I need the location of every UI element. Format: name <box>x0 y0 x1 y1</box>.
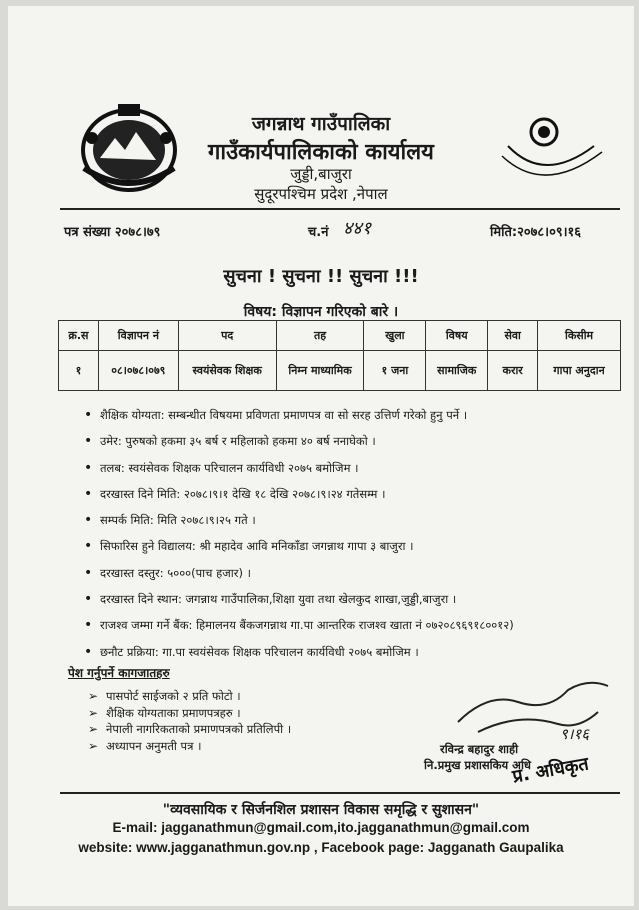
office-name: गाउँकार्यपालिकाको कार्यालय <box>208 140 434 165</box>
list-item: ➢ अध्यापन अनुमती पत्र । <box>88 738 291 755</box>
footer-email: E-mail: jagganathmun@gmail.com,ito.jagganathmun@gmail.com <box>112 820 530 835</box>
subject-line: विषय: विज्ञापन गरिएको बारे । <box>243 304 399 320</box>
list-item: ➢ शैक्षिक योग्यताका प्रमाणपत्रहरु । <box>88 705 291 722</box>
list-item: ➢ पासपोर्ट साईजको २ प्रति फोटो । <box>88 688 291 705</box>
table-cell: ०८।०७८।०७९ <box>98 351 178 391</box>
list-item: • शैक्षिक योग्यता: सम्बन्धीत विषयमा प्रविणता प्रमाणपत्र वा सो सरह उत्तिर्ण गरेको हुनु पर्ने । <box>84 408 614 434</box>
letter-number: पत्र संख्या २०७८।७९ <box>64 225 161 240</box>
province-name: सुदूरपश्चिम प्रदेश ,नेपाल <box>254 185 388 203</box>
terms-list <box>84 408 614 671</box>
list-item: • सिफारिस हुने विद्यालय: श्री महादेव आवि मनिकाँडा जगन्नाथ गापा ३ बाजुरा । <box>84 539 614 565</box>
column-header: खुला <box>364 321 426 351</box>
municipality-name: जगन्नाथ गाउँपालिका <box>251 113 391 135</box>
notice-document <box>8 6 634 906</box>
vacancy-table <box>58 320 621 391</box>
dispatch-number: ४४१ <box>343 218 372 239</box>
table-cell: १ जना <box>364 351 426 391</box>
signatory-name: रविन्द्र बहादुर शाही <box>440 742 519 756</box>
list-item: • सम्पर्क मिति: मिति २०७८।९।२५ गते । <box>84 513 614 539</box>
table-cell: गापा अनुदान <box>538 351 621 391</box>
column-header: किसीम <box>538 321 621 351</box>
list-item: • उमेर: पुरुषको हकमा ३५ बर्ष र महिलाको हकमा ४० बर्ष ननाघेको । <box>84 434 614 460</box>
column-header: पद <box>178 321 276 351</box>
table-cell: सामाजिक <box>426 351 488 391</box>
list-item: • दरखास्त दिने स्थान: जगन्नाथ गाउँपालिका,शिक्षा युवा तथा खेलकुद शाखा,जुड्डी,बाजुरा । <box>84 592 614 618</box>
column-header: तह <box>276 321 364 351</box>
table-row <box>59 351 621 391</box>
table-cell: १ <box>59 351 99 391</box>
footer-divider <box>60 792 620 794</box>
required-documents-title: पेश गर्नुपर्ने कागजातहरु <box>68 666 170 680</box>
required-documents-list <box>88 688 291 754</box>
table-cell: निम्न माध्यामिक <box>276 351 364 391</box>
column-header: क्र.स <box>59 321 99 351</box>
signature-scribble-icon <box>448 672 618 752</box>
header-divider <box>60 208 620 210</box>
table-cell: स्वयंसेवक शिक्षक <box>178 351 276 391</box>
list-item: • दरखास्त दस्तुर: ५०००(पाच हजार) । <box>84 566 614 592</box>
list-item: • तलब: स्वयंसेवक शिक्षक परिचालन कार्यविधी २०७५ बमोजिम । <box>84 461 614 487</box>
footer-website: website: www.jagganathmun.gov.np , Facebook page: Jagganath Gaupalika <box>78 840 564 855</box>
dispatch-label: च.नं <box>308 225 329 240</box>
list-item: • राजश्व जम्मा गर्ने बैंक: हिमालनय बैंकजगन्नाथ गा.पा आन्तरिक राजश्व खाता नं ०७२०८९६९१८००१२) <box>84 618 614 644</box>
list-item: • दरखास्त दिने मिति: २०७८।९।१ देखि १८ देखि २०७८।९।२४ गतेसम्म । <box>84 487 614 513</box>
footer-motto: "व्यवसायिक र सिर्जनशिल प्रशासन विकास समृद्धि र सुशासन" <box>162 802 480 818</box>
list-item: ➢ नेपाली नागरिकताको प्रमाणपत्रको प्रतिलिपी । <box>88 721 291 738</box>
column-header: विज्ञापन नं <box>98 321 178 351</box>
office-location: जुड्डी,बाजुरा <box>290 165 352 183</box>
signatory-title: नि.प्रमुख प्रशासकिय अधि <box>424 758 531 772</box>
signature-date: ९।१६ <box>560 725 590 743</box>
table-cell: करार <box>488 351 538 391</box>
table-header-row <box>59 321 621 351</box>
column-header: विषय <box>426 321 488 351</box>
letter-date: मिति:२०७८।०९।१६ <box>490 225 582 240</box>
officer-stamp: प्र. अधिकृत <box>510 753 591 788</box>
list-item: • छनौट प्रक्रिया: गा.पा स्वयंसेवक शिक्षक परिचालन कार्यविधी २०७५ बमोजिम । <box>84 645 614 671</box>
notice-title: सुचना ! सुचना !! सुचना !!! <box>223 266 419 287</box>
column-header: सेवा <box>488 321 538 351</box>
